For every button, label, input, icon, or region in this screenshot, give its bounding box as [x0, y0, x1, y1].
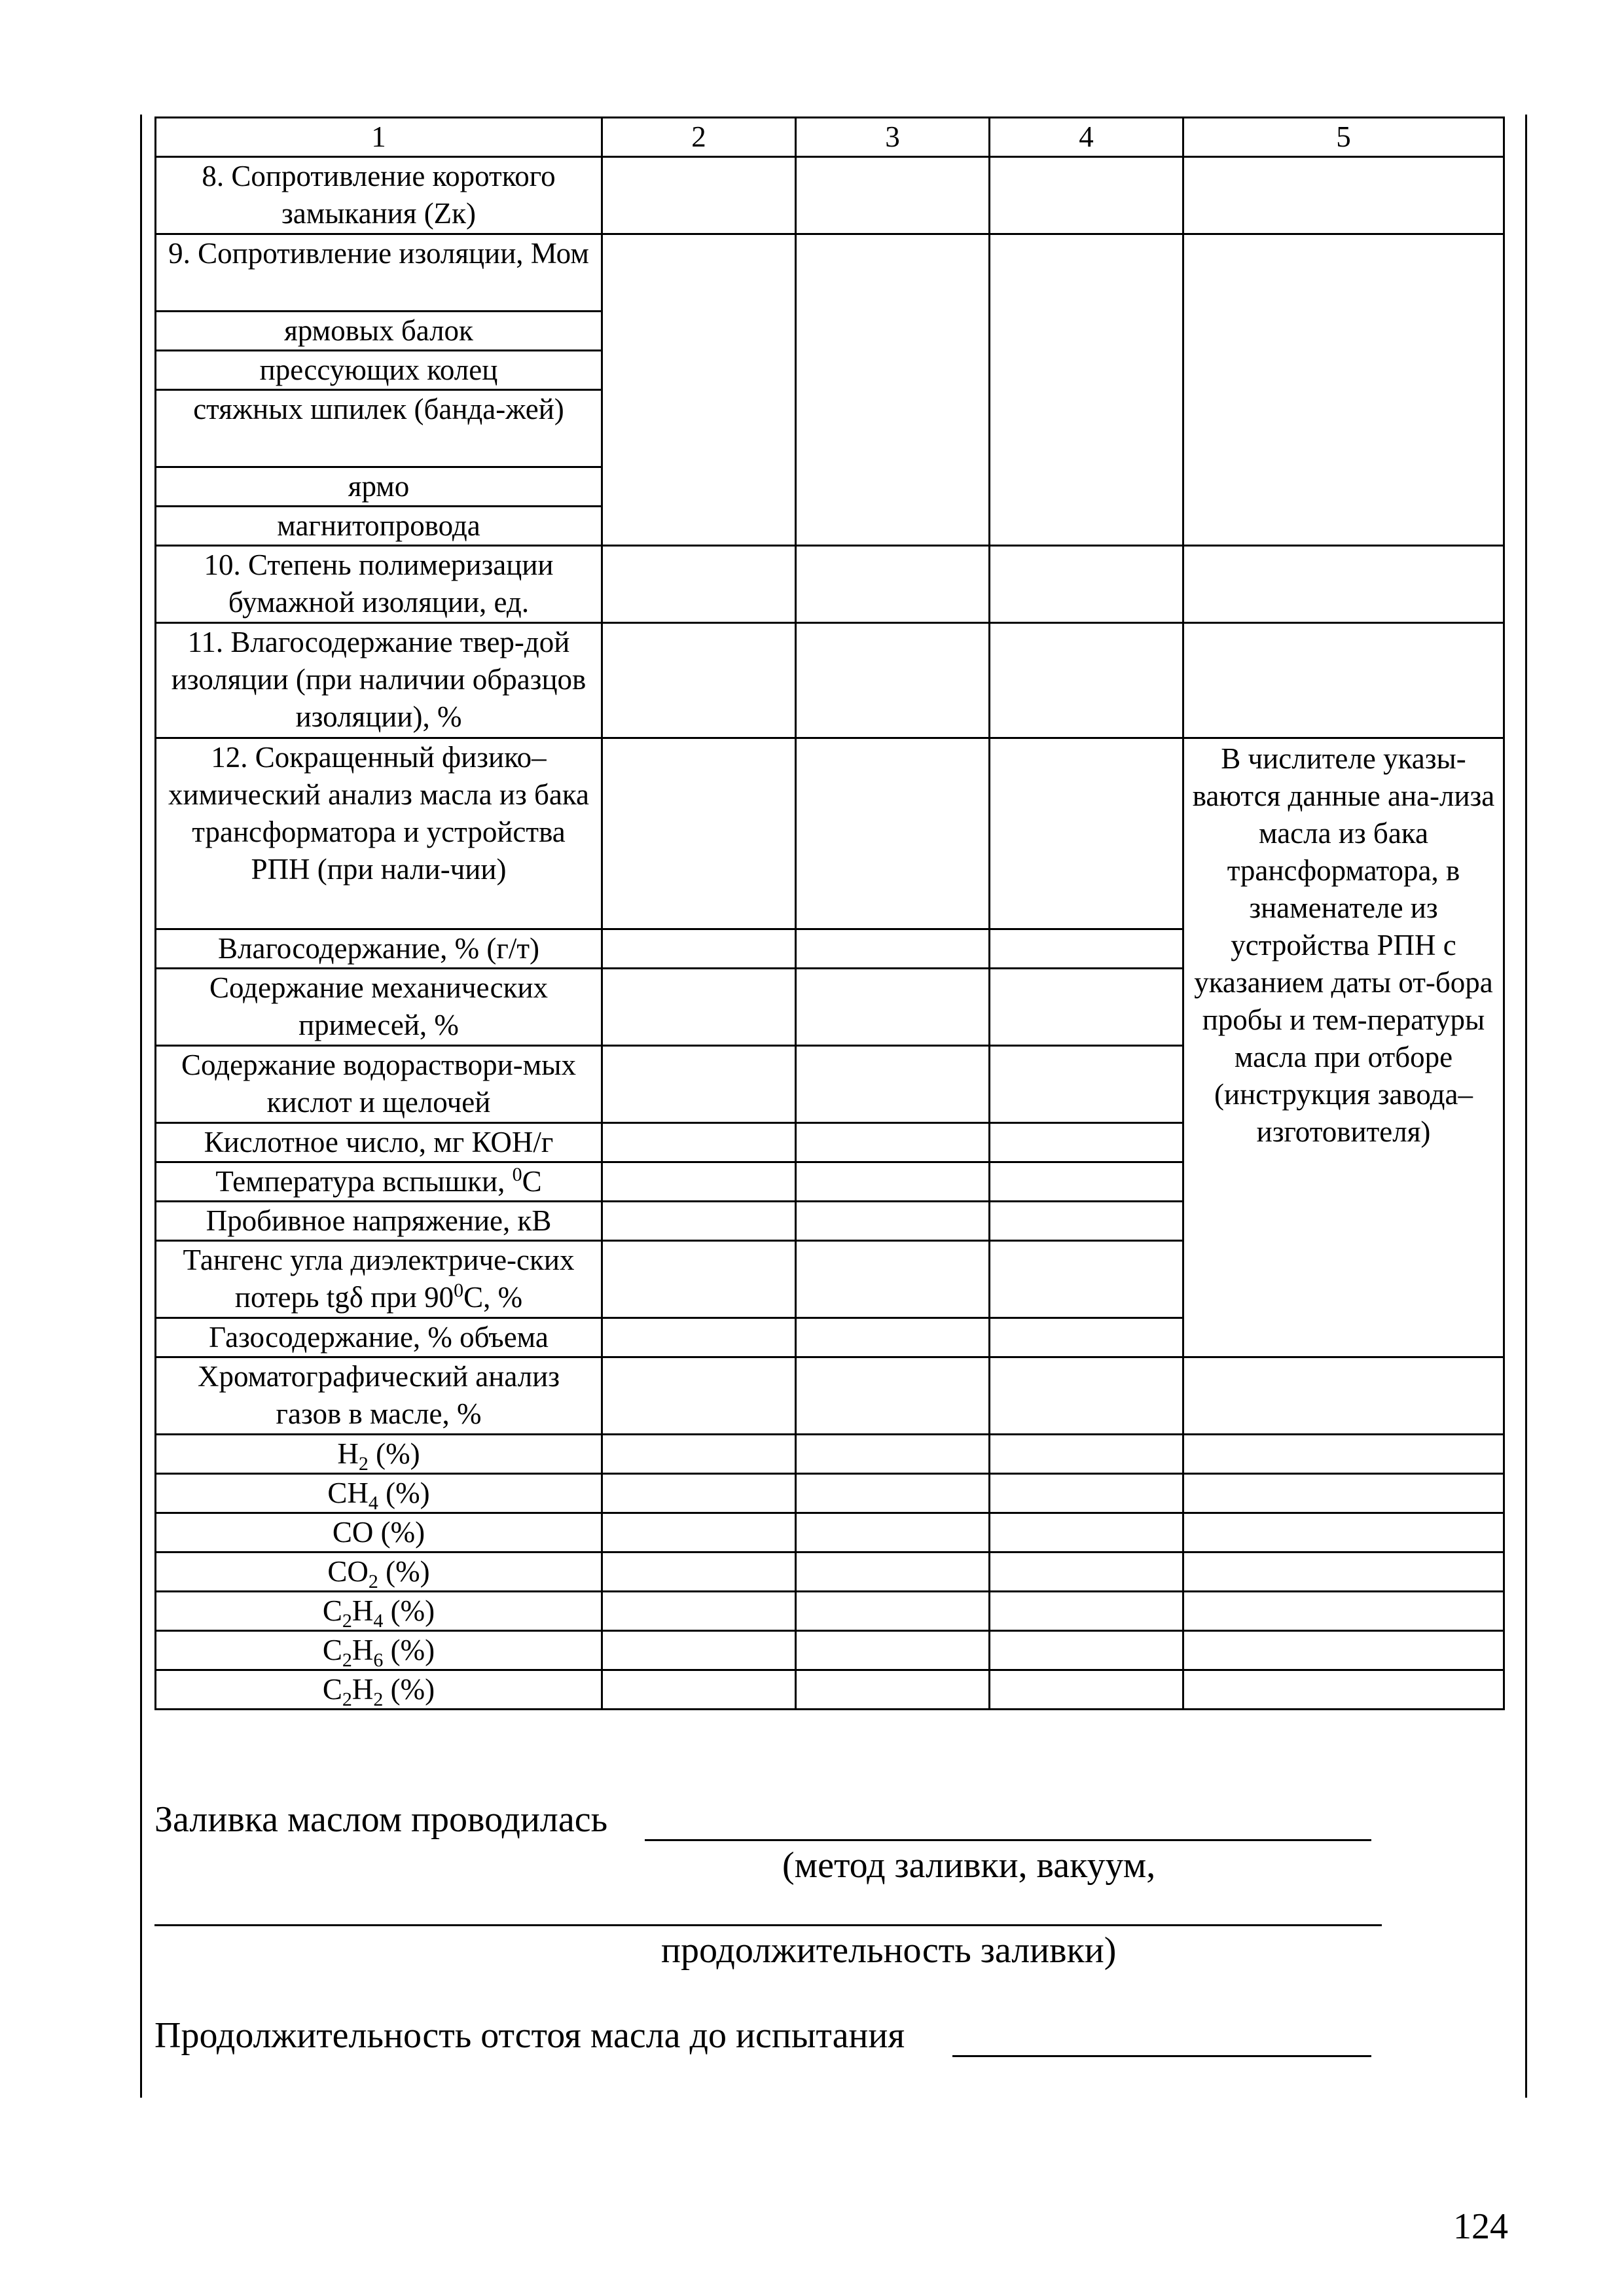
value-cell[interactable] — [990, 1357, 1183, 1435]
value-cell[interactable] — [990, 1552, 1183, 1592]
value-cell[interactable] — [796, 969, 990, 1046]
formula-unit: (%) — [378, 1555, 430, 1588]
value-cell[interactable] — [990, 969, 1183, 1046]
row-label-co: CO (%) — [156, 1513, 602, 1552]
value-cell[interactable] — [1183, 1592, 1504, 1631]
formula-part: H — [352, 1594, 374, 1627]
value-cell[interactable] — [990, 1670, 1183, 1710]
row-label-ch4 — [156, 1474, 602, 1513]
value-cell[interactable] — [796, 623, 990, 738]
formula-sub: 6 — [373, 1649, 384, 1671]
value-cell[interactable] — [796, 157, 990, 234]
row-label-yoke: ярмо — [156, 467, 602, 507]
header-cell-3: 3 — [796, 118, 990, 157]
value-cell[interactable] — [1183, 234, 1504, 546]
row-label-co2 — [156, 1552, 602, 1592]
dielectric-loss-unit: С, % — [463, 1281, 523, 1314]
value-cell[interactable] — [990, 1474, 1183, 1513]
formula-part: C — [322, 1673, 342, 1706]
formula-unit: (%) — [383, 1673, 435, 1706]
value-cell[interactable] — [990, 1513, 1183, 1552]
value-cell[interactable] — [602, 1357, 796, 1435]
value-cell[interactable] — [602, 1046, 796, 1123]
row-label-short-circuit-resistance: 8. Сопротивление короткого замыкания (Zк) — [156, 157, 602, 234]
table-row — [156, 1474, 1504, 1513]
formula-unit: (%) — [383, 1594, 435, 1627]
row-label-insulation-resistance: 9. Сопротивление изоляции, Мом — [156, 234, 602, 312]
formula-part: C — [322, 1634, 342, 1666]
value-cell[interactable] — [796, 546, 990, 623]
formula-sub: 4 — [368, 1492, 378, 1514]
value-cell[interactable] — [990, 623, 1183, 738]
value-cell[interactable] — [990, 234, 1183, 546]
row-label-flash-point — [156, 1162, 602, 1202]
value-cell[interactable] — [796, 1670, 990, 1710]
value-cell[interactable] — [990, 738, 1183, 929]
value-cell[interactable] — [602, 1670, 796, 1710]
value-cell[interactable] — [796, 1435, 990, 1474]
value-cell[interactable] — [602, 1435, 796, 1474]
row-label-oil-analysis: 12. Сокращенный физико–химический анализ масла из бака трансформатора и устройства РПН (при нали-чии) — [156, 738, 602, 929]
row-label-chromatographic-analysis: Хроматографический анализ газов в масле, % — [156, 1357, 602, 1435]
value-cell[interactable] — [602, 1474, 796, 1513]
formula-unit: (%) — [368, 1437, 420, 1470]
formula-part: H — [352, 1634, 374, 1666]
table-row — [156, 1357, 1504, 1435]
row-label-tie-studs: стяжных шпилек (банда-жей) — [156, 390, 602, 467]
oil-filling-hint-2: продолжительность заливки) — [661, 1930, 1117, 1971]
value-cell[interactable] — [796, 1513, 990, 1552]
row-label-dielectric-loss — [156, 1241, 602, 1318]
value-cell[interactable] — [602, 1123, 796, 1162]
table-row — [156, 234, 1504, 312]
value-cell[interactable] — [990, 1202, 1183, 1241]
row-label-breakdown-voltage: Пробивное напряжение, кВ — [156, 1202, 602, 1241]
value-cell[interactable] — [990, 1318, 1183, 1357]
value-cell[interactable] — [602, 1202, 796, 1241]
formula-sub: 2 — [368, 1571, 378, 1592]
value-cell[interactable] — [796, 1318, 990, 1357]
value-cell[interactable] — [1183, 1357, 1504, 1435]
value-cell[interactable] — [602, 929, 796, 969]
table-row — [156, 1435, 1504, 1474]
value-cell[interactable] — [796, 1202, 990, 1241]
header-cell-2: 2 — [602, 118, 796, 157]
formula-sub: 2 — [373, 1689, 384, 1710]
row-label-gas-content: Газосодержание, % объема — [156, 1318, 602, 1357]
value-cell[interactable] — [1183, 1670, 1504, 1710]
oil-filling-hint-1: (метод заливки, вакуум, — [782, 1845, 1156, 1886]
column5-note: В числителе указы-ваются данные ана-лиза масла из бака трансформатора, в знаменателе из устройства РПН с указанием даты от-бора пробы и тем-пературы масла при отборе (инструкция завода– изготовителя) — [1183, 738, 1504, 1357]
table-row — [156, 738, 1504, 929]
row-label-polymerization-degree: 10. Степень полимеризации бумажной изоляции, ед. — [156, 546, 602, 623]
right-margin-line — [1525, 115, 1527, 2098]
value-cell[interactable] — [796, 1631, 990, 1670]
row-label-mechanical-impurities: Содержание механических примесей, % — [156, 969, 602, 1046]
formula-sub: 2 — [342, 1689, 352, 1710]
page-number: 124 — [1453, 2206, 1508, 2247]
value-cell[interactable] — [796, 1592, 990, 1631]
value-cell[interactable] — [796, 1162, 990, 1202]
header-cell-4: 4 — [990, 118, 1183, 157]
value-cell[interactable] — [796, 1474, 990, 1513]
table-row — [156, 623, 1504, 738]
flash-point-text: Температура вспышки, — [215, 1165, 513, 1198]
formula-unit: (%) — [383, 1634, 435, 1666]
value-cell[interactable] — [990, 1046, 1183, 1123]
row-label-magnetic-core: магнитопровода — [156, 507, 602, 546]
row-label-solid-insulation-moisture: 11. Влагосодержание твер-дой изоляции (при наличии образцов изоляции), % — [156, 623, 602, 738]
value-cell[interactable] — [990, 546, 1183, 623]
row-label-moisture: Влагосодержание, % (г/т) — [156, 929, 602, 969]
oil-filling-blank-2[interactable] — [154, 1924, 1382, 1926]
oil-filling-blank[interactable] — [645, 1839, 1371, 1841]
value-cell[interactable] — [1183, 1552, 1504, 1592]
header-row — [156, 118, 1504, 157]
value-cell[interactable] — [990, 1241, 1183, 1318]
formula-sub: 2 — [342, 1610, 352, 1632]
value-cell[interactable] — [796, 738, 990, 929]
row-label-c2h2 — [156, 1670, 602, 1710]
formula-unit: (%) — [378, 1477, 430, 1509]
left-margin-line — [140, 115, 142, 2098]
value-cell[interactable] — [602, 1513, 796, 1552]
value-cell[interactable] — [602, 1318, 796, 1357]
value-cell[interactable] — [796, 929, 990, 969]
row-label-water-soluble-acids: Содержание водораствори-мых кислот и щелочей — [156, 1046, 602, 1123]
value-cell[interactable] — [990, 1435, 1183, 1474]
formula-part: H — [337, 1437, 359, 1470]
value-cell[interactable] — [990, 1592, 1183, 1631]
dielectric-loss-text: Тангенс угла диэлектриче-ских потерь tgδ при 90 — [183, 1244, 575, 1314]
value-cell[interactable] — [602, 1162, 796, 1202]
formula-part: C — [322, 1594, 342, 1627]
table-row — [156, 1670, 1504, 1710]
table-row — [156, 1592, 1504, 1631]
value-cell[interactable] — [990, 1631, 1183, 1670]
value-cell[interactable] — [796, 1046, 990, 1123]
value-cell[interactable] — [602, 738, 796, 929]
value-cell[interactable] — [1183, 1474, 1504, 1513]
value-cell[interactable] — [990, 929, 1183, 969]
value-cell[interactable] — [602, 1592, 796, 1631]
oil-filling-label: Заливка маслом проводилась — [154, 1799, 608, 1840]
test-results-table — [154, 117, 1505, 1710]
value-cell[interactable] — [990, 1123, 1183, 1162]
value-cell[interactable] — [602, 234, 796, 546]
degree-sup: 0 — [512, 1164, 522, 1185]
value-cell[interactable] — [1183, 1435, 1504, 1474]
row-label-pressing-rings: прессующих колец — [156, 351, 602, 390]
oil-settling-blank[interactable] — [952, 2055, 1371, 2057]
formula-part: CH — [327, 1477, 369, 1509]
table-row — [156, 1631, 1504, 1670]
value-cell[interactable] — [602, 1241, 796, 1318]
oil-settling-label: Продолжительность отстоя масла до испытания — [154, 2015, 905, 2056]
row-label-c2h4 — [156, 1592, 602, 1631]
header-cell-1: 1 — [156, 118, 602, 157]
header-cell-5: 5 — [1183, 118, 1504, 157]
formula-part: CO — [327, 1555, 369, 1588]
formula-sub: 2 — [342, 1649, 352, 1671]
formula-sub: 4 — [373, 1610, 384, 1632]
degree-sup: 0 — [454, 1280, 464, 1301]
row-label-c2h6 — [156, 1631, 602, 1670]
value-cell[interactable] — [796, 234, 990, 546]
value-cell[interactable] — [602, 1552, 796, 1592]
flash-point-unit: С — [522, 1165, 542, 1198]
table-row — [156, 157, 1504, 234]
value-cell[interactable] — [990, 1162, 1183, 1202]
value-cell[interactable] — [796, 1552, 990, 1592]
value-cell[interactable] — [796, 1357, 990, 1435]
value-cell[interactable] — [1183, 1513, 1504, 1552]
value-cell[interactable] — [1183, 546, 1504, 623]
value-cell[interactable] — [602, 969, 796, 1046]
table-row — [156, 1552, 1504, 1592]
value-cell[interactable] — [602, 1631, 796, 1670]
value-cell[interactable] — [1183, 623, 1504, 738]
value-cell[interactable] — [1183, 1631, 1504, 1670]
value-cell[interactable] — [602, 157, 796, 234]
formula-part: H — [352, 1673, 374, 1706]
value-cell[interactable] — [796, 1241, 990, 1318]
table-row — [156, 1513, 1504, 1552]
row-label-h2 — [156, 1435, 602, 1474]
row-label-acid-number: Кислотное число, мг КОН/г — [156, 1123, 602, 1162]
table-row — [156, 546, 1504, 623]
formula-sub: 2 — [358, 1453, 369, 1475]
value-cell[interactable] — [602, 546, 796, 623]
value-cell[interactable] — [990, 157, 1183, 234]
row-label-yoke-beams: ярмовых балок — [156, 312, 602, 351]
value-cell[interactable] — [1183, 157, 1504, 234]
value-cell[interactable] — [796, 1123, 990, 1162]
value-cell[interactable] — [602, 623, 796, 738]
